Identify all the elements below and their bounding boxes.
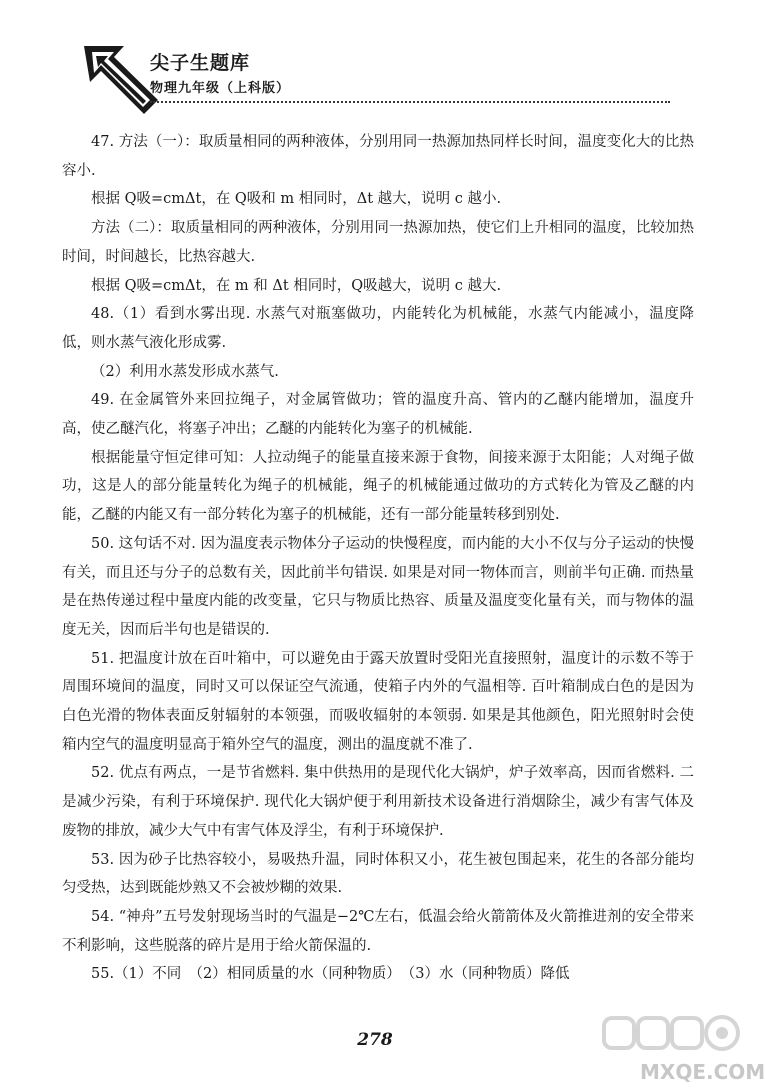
- answer-paragraph: 根据 Q吸=cmΔt，在 m 和 Δt 相同时，Q吸越大，说明 c 越大.: [91, 277, 502, 294]
- page-number: 278: [357, 1030, 393, 1050]
- watermark-domain: MXQE.COM: [640, 1060, 765, 1084]
- answer-paragraph: 48.（1）看到水雾出现. 水蒸气对瓶塞做功，内能转化为机械能，水蒸气内能减小，温度降低，则水蒸气液化形成雾.: [62, 306, 694, 351]
- header-dotted-rule: [150, 101, 670, 103]
- page-header: [0, 0, 750, 122]
- answer-paragraph: 53. 因为砂子比热容较小，易吸热升温，同时体积又小，花生被包围起来，花生的各部分能均匀受热，达到既能炒熟又不会被炒糊的效果.: [62, 851, 694, 897]
- answer-paragraph: 49. 在金属管外来回拉绳子，对金属管做功；管的温度升高、管内的乙醚内能增加，温度升高，使乙醚汽化，将塞子冲出；乙醚的内能转化为塞子的机械能.: [62, 392, 694, 438]
- answer-paragraph: 51. 把温度计放在百叶箱中，可以避免由于露天放置时受阳光直接照射，温度计的示数不等于周围环境间的温度，同时又可以保证空气流通，使箱子内外的气温相等. 百叶箱制成白色的是因为白色光滑的物体表面反射辐射的本领强，而吸收辐射的本领弱. 如果是其他颜色，阳光照射时会使箱内空气的温度明显高于箱外空气的温度，测出的温度就不准了.: [62, 650, 694, 753]
- answer-paragraph: 50. 这句话不对. 因为温度表示物体分子运动的快慢程度，而内能的大小不仅与分子运动的快慢有关，而且还与分子的总数有关，因此前半句错误. 如果是对同一物体而言，则前半句正确. 而热量是在热传递过程中量度内能的改变量，它只与物质比热容、质量及温度变化量有关，而与物体的温度无关，因而后半句也是错误的.: [62, 535, 694, 638]
- series-title: 尖子生题库: [150, 52, 251, 74]
- answer-paragraph: 54. “神舟”五号发射现场当时的气温是−2℃左右，低温会给火箭箭体及火箭推进剂的安全带来不利影响，这些脱落的碎片是用于给火箭保温的.: [62, 908, 694, 954]
- answer-paragraph: （2）利用水蒸发形成水蒸气.: [91, 363, 279, 380]
- answer-paragraph: 根据 Q吸=cmΔt，在 Q吸和 m 相同时，Δt 越大，说明 c 越小.: [91, 191, 502, 208]
- answer-content: [62, 128, 694, 989]
- series-subtitle: 物理九年级（上科版）: [150, 81, 291, 96]
- answer-paragraph: 方法（二）：取质量相同的两种液体，分别用同一热源加热，使它们上升相同的温度，比较加热时间，时间越长，比热容越大.: [62, 220, 694, 265]
- answer-paragraph: 55.（1）不同 （2）相同质量的水（同种物质） （3）水（同种物质）降低: [91, 966, 570, 983]
- answer-paragraph: 47. 方法（一）：取质量相同的两种液体，分别用同一热源加热同样长时间，温度变化大的比热容小.: [62, 134, 694, 179]
- answer-paragraph: 根据能量守恒定律可知：人拉动绳子的能量直接来源于食物，间接来源于太阳能；人对绳子做功，这是人的部分能量转化为绳子的机械能，绳子的机械能通过做功的方式转化为管及乙醚的内能，乙醚的内能又有一部分转化为塞子的机械能，还有一部分能量转移到别处.: [62, 449, 694, 524]
- answer-paragraph: 52. 优点有两点，一是节省燃料. 集中供热用的是现代化大锅炉，炉子效率高，因而省燃料. 二是减少污染，有利于环境保护. 现代化大锅炉便于利用新技术设备进行消烟除尘，减少有害气体及废物的排放，减少大气中有害气体及浮尘，有利于环境保护.: [62, 765, 694, 839]
